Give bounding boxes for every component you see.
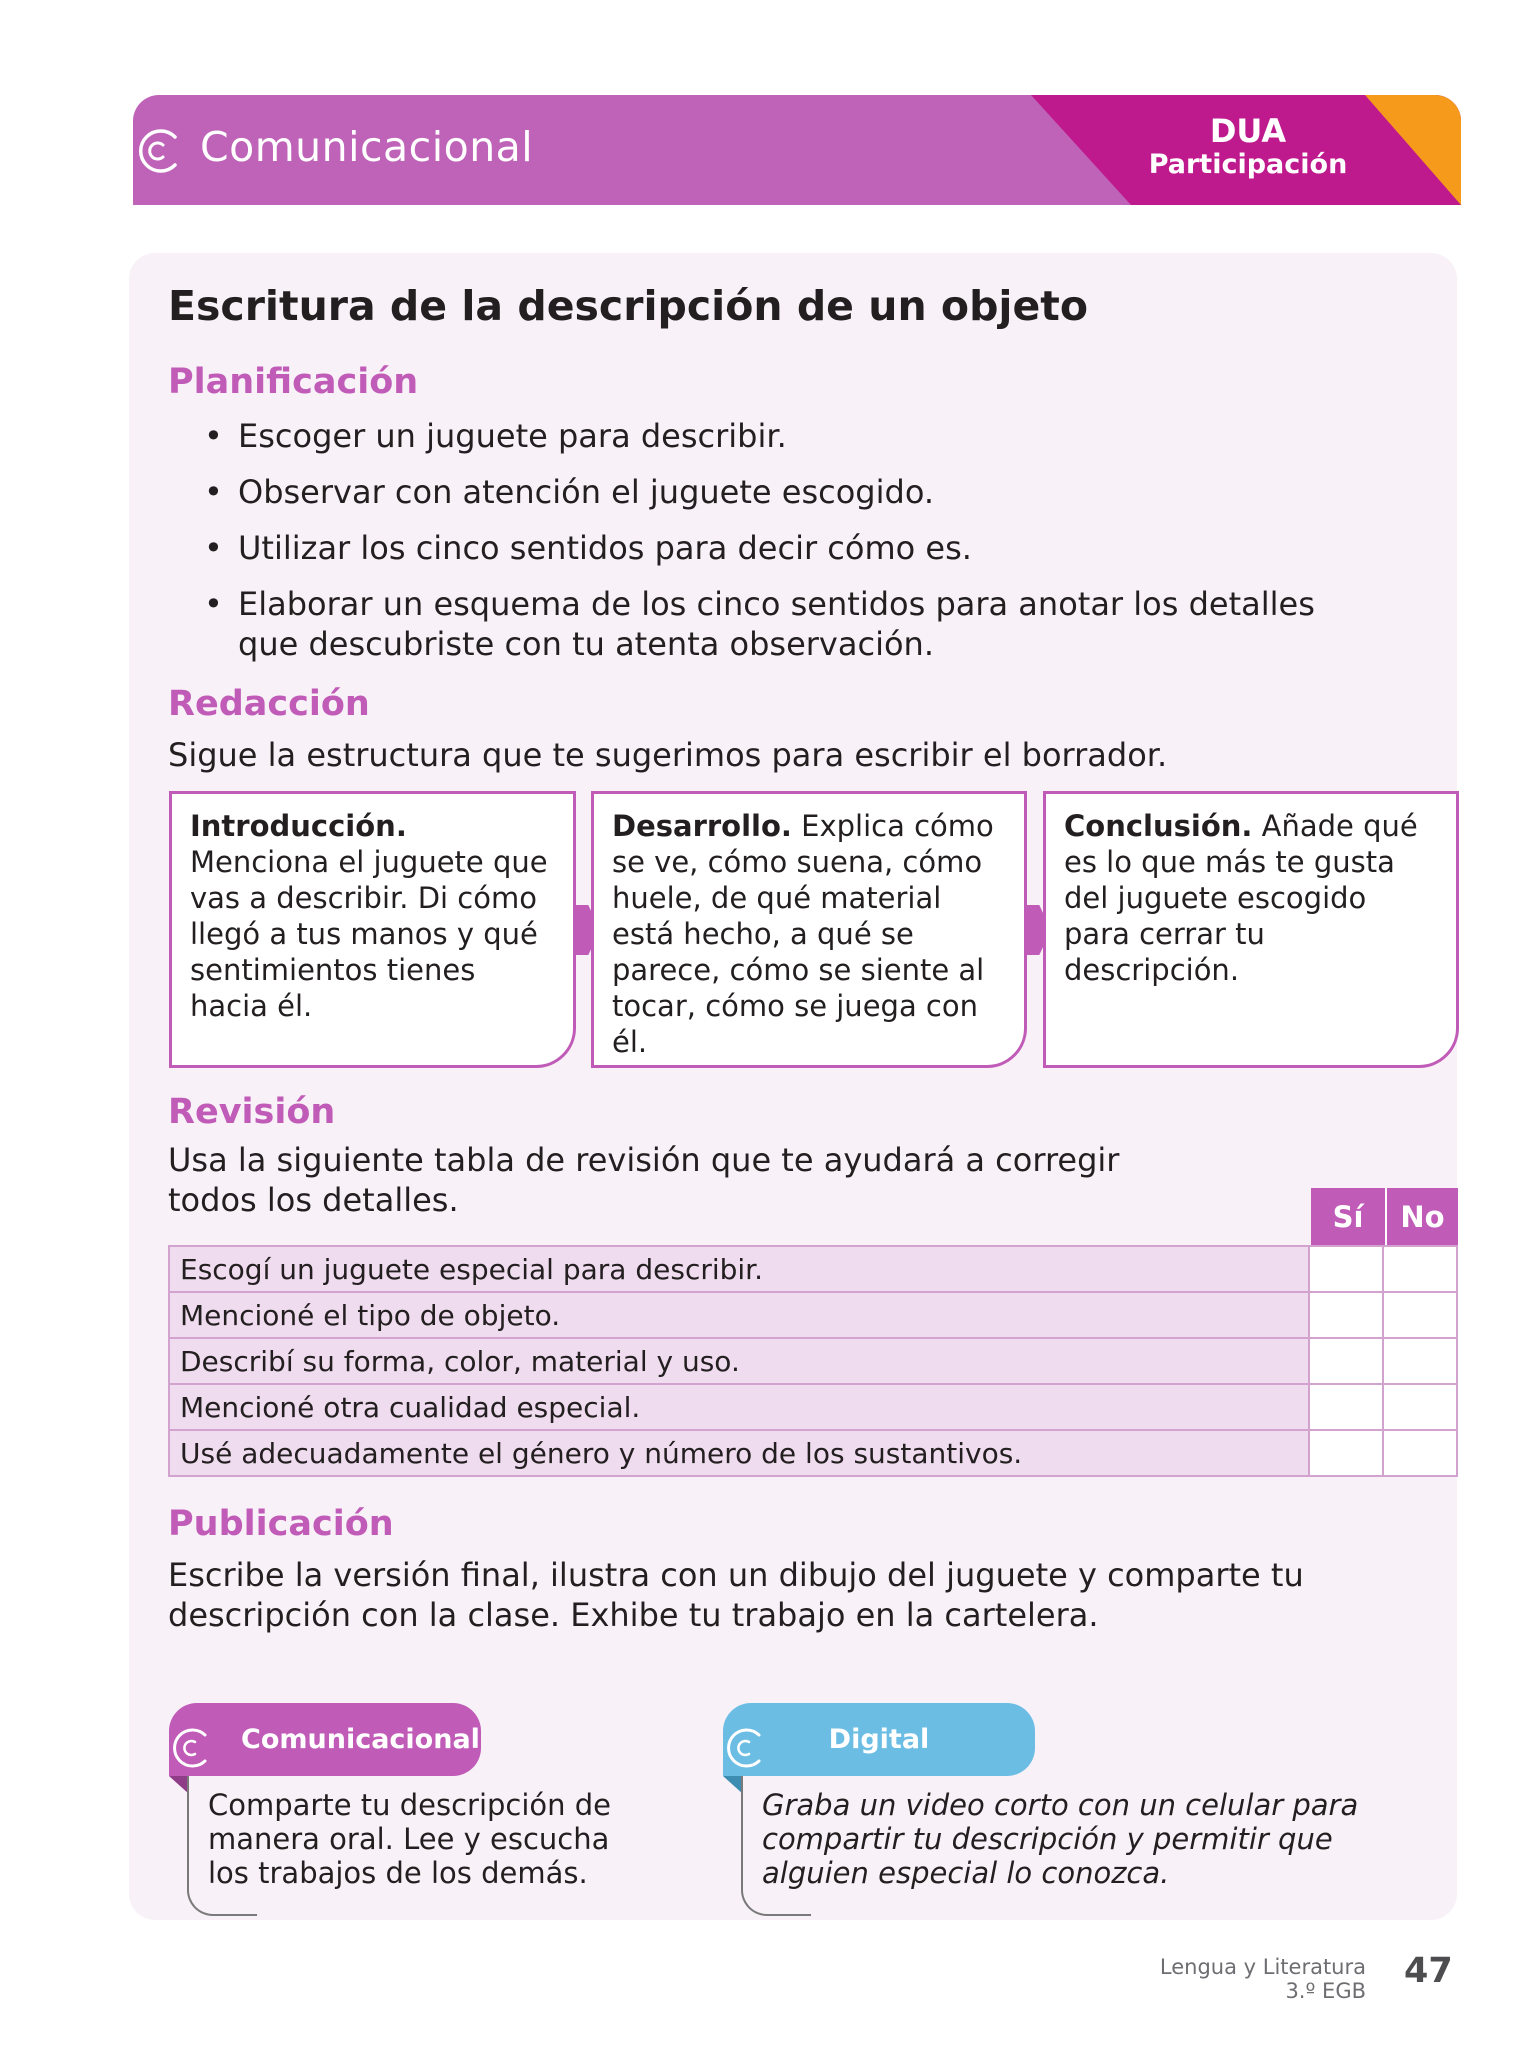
no-checkbox-cell[interactable] <box>1383 1246 1457 1292</box>
column-header-no: No <box>1385 1188 1458 1245</box>
structure-box-conclusion <box>1043 791 1459 1068</box>
revision-item: Escogí un juguete especial para describir. <box>169 1246 1309 1292</box>
tag-comunicacional-text: Comparte tu descripción de manera oral. Lee y escucha los trabajos de los demás. <box>208 1788 612 1890</box>
no-checkbox-cell[interactable] <box>1383 1430 1457 1476</box>
no-checkbox-cell[interactable] <box>1383 1338 1457 1384</box>
dua-subtitle: Participación <box>1148 149 1348 180</box>
yes-checkbox-cell[interactable] <box>1309 1430 1383 1476</box>
yes-checkbox-cell[interactable] <box>1309 1384 1383 1430</box>
table-row <box>169 1338 1457 1384</box>
list-item: • Escoger un juguete para describir. <box>198 416 1378 456</box>
structure-text: Añade qué es lo que más te gusta del juguete escogido para cerrar tu descripción. <box>1064 809 1418 987</box>
no-checkbox-cell[interactable] <box>1383 1292 1457 1338</box>
structure-text: Menciona el juguete que vas a describir. Di cómo llegó a tus manos y qué sentimientos tienes hacia él. <box>190 845 548 1023</box>
structure-box-development <box>591 791 1027 1068</box>
tag-label: Digital <box>828 1724 930 1755</box>
structure-box-introduction <box>169 791 576 1068</box>
publication-heading: Publicación <box>168 1504 394 1544</box>
drafting-heading: Redacción <box>168 684 370 724</box>
structure-term: Conclusión. <box>1064 809 1253 843</box>
structure-text: Explica cómo se ve, cómo suena, cómo huele, de qué material está hecho, a qué se parece, cómo se siente al tocar, cómo se juega con él. <box>612 809 994 1059</box>
revision-item: Describí su forma, color, material y uso. <box>169 1338 1309 1384</box>
book-grade: 3.º EGB <box>1285 1979 1366 2003</box>
revision-item: Mencioné el tipo de objeto. <box>169 1292 1309 1338</box>
structure-term: Desarrollo. <box>612 809 792 843</box>
table-row <box>169 1430 1457 1476</box>
comunicacional-c-icon <box>167 1723 213 1773</box>
yes-checkbox-cell[interactable] <box>1309 1246 1383 1292</box>
tag-comunicacional <box>169 1703 481 1776</box>
tag-label: Comunicacional <box>241 1724 480 1755</box>
comunicacional-c-icon <box>133 123 183 179</box>
book-title: Lengua y Literatura <box>1159 1955 1366 1979</box>
tag-digital <box>723 1703 1035 1776</box>
section-header <box>133 95 1461 205</box>
table-row <box>169 1246 1457 1292</box>
page-number: 47 <box>1404 1951 1453 1991</box>
revision-item: Mencioné otra cualidad especial. <box>169 1384 1309 1430</box>
list-item: • Observar con atención el juguete escogido. <box>198 472 1378 512</box>
list-item: • Utilizar los cinco sentidos para decir cómo es. <box>198 528 1378 568</box>
table-row <box>169 1292 1457 1338</box>
tag-digital-text: Graba un video corto con un celular para compartir tu descripción y permitir que alguien especial lo conozca. <box>762 1788 1359 1890</box>
revision-item: Usé adecuadamente el género y número de los sustantivos. <box>169 1430 1309 1476</box>
drafting-intro: Sigue la estructura que te sugerimos para escribir el borrador. <box>168 736 1168 774</box>
yes-checkbox-cell[interactable] <box>1309 1338 1383 1384</box>
publication-text: Escribe la versión final, ilustra con un dibujo del juguete y comparte tu descripción con la clase. Exhibe tu trabajo en la cartelera. <box>168 1556 1304 1634</box>
dua-label <box>1133 113 1363 181</box>
structure-term: Introducción. <box>190 809 407 843</box>
page-title: Escritura de la descripción de un objeto <box>168 282 1089 330</box>
revision-heading: Revisión <box>168 1092 336 1132</box>
footer-book-info <box>1160 1955 1366 2003</box>
revision-table <box>168 1245 1458 1477</box>
list-item: • Elaborar un esquema de los cinco sentidos para anotar los detalles que descubriste con tu atenta observación. <box>198 584 1378 664</box>
revision-intro: Usa la siguiente tabla de revisión que te ayudará a corregir todos los detalles. <box>168 1141 1120 1219</box>
planning-list <box>198 416 1378 680</box>
no-checkbox-cell[interactable] <box>1383 1384 1457 1430</box>
dua-title: DUA <box>1209 112 1287 150</box>
yes-checkbox-cell[interactable] <box>1309 1292 1383 1338</box>
table-row <box>169 1384 1457 1430</box>
digital-c-icon <box>721 1723 767 1773</box>
planning-heading: Planificación <box>168 362 419 402</box>
column-header-yes: Sí <box>1311 1188 1385 1245</box>
header-title: Comunicacional <box>200 123 534 171</box>
